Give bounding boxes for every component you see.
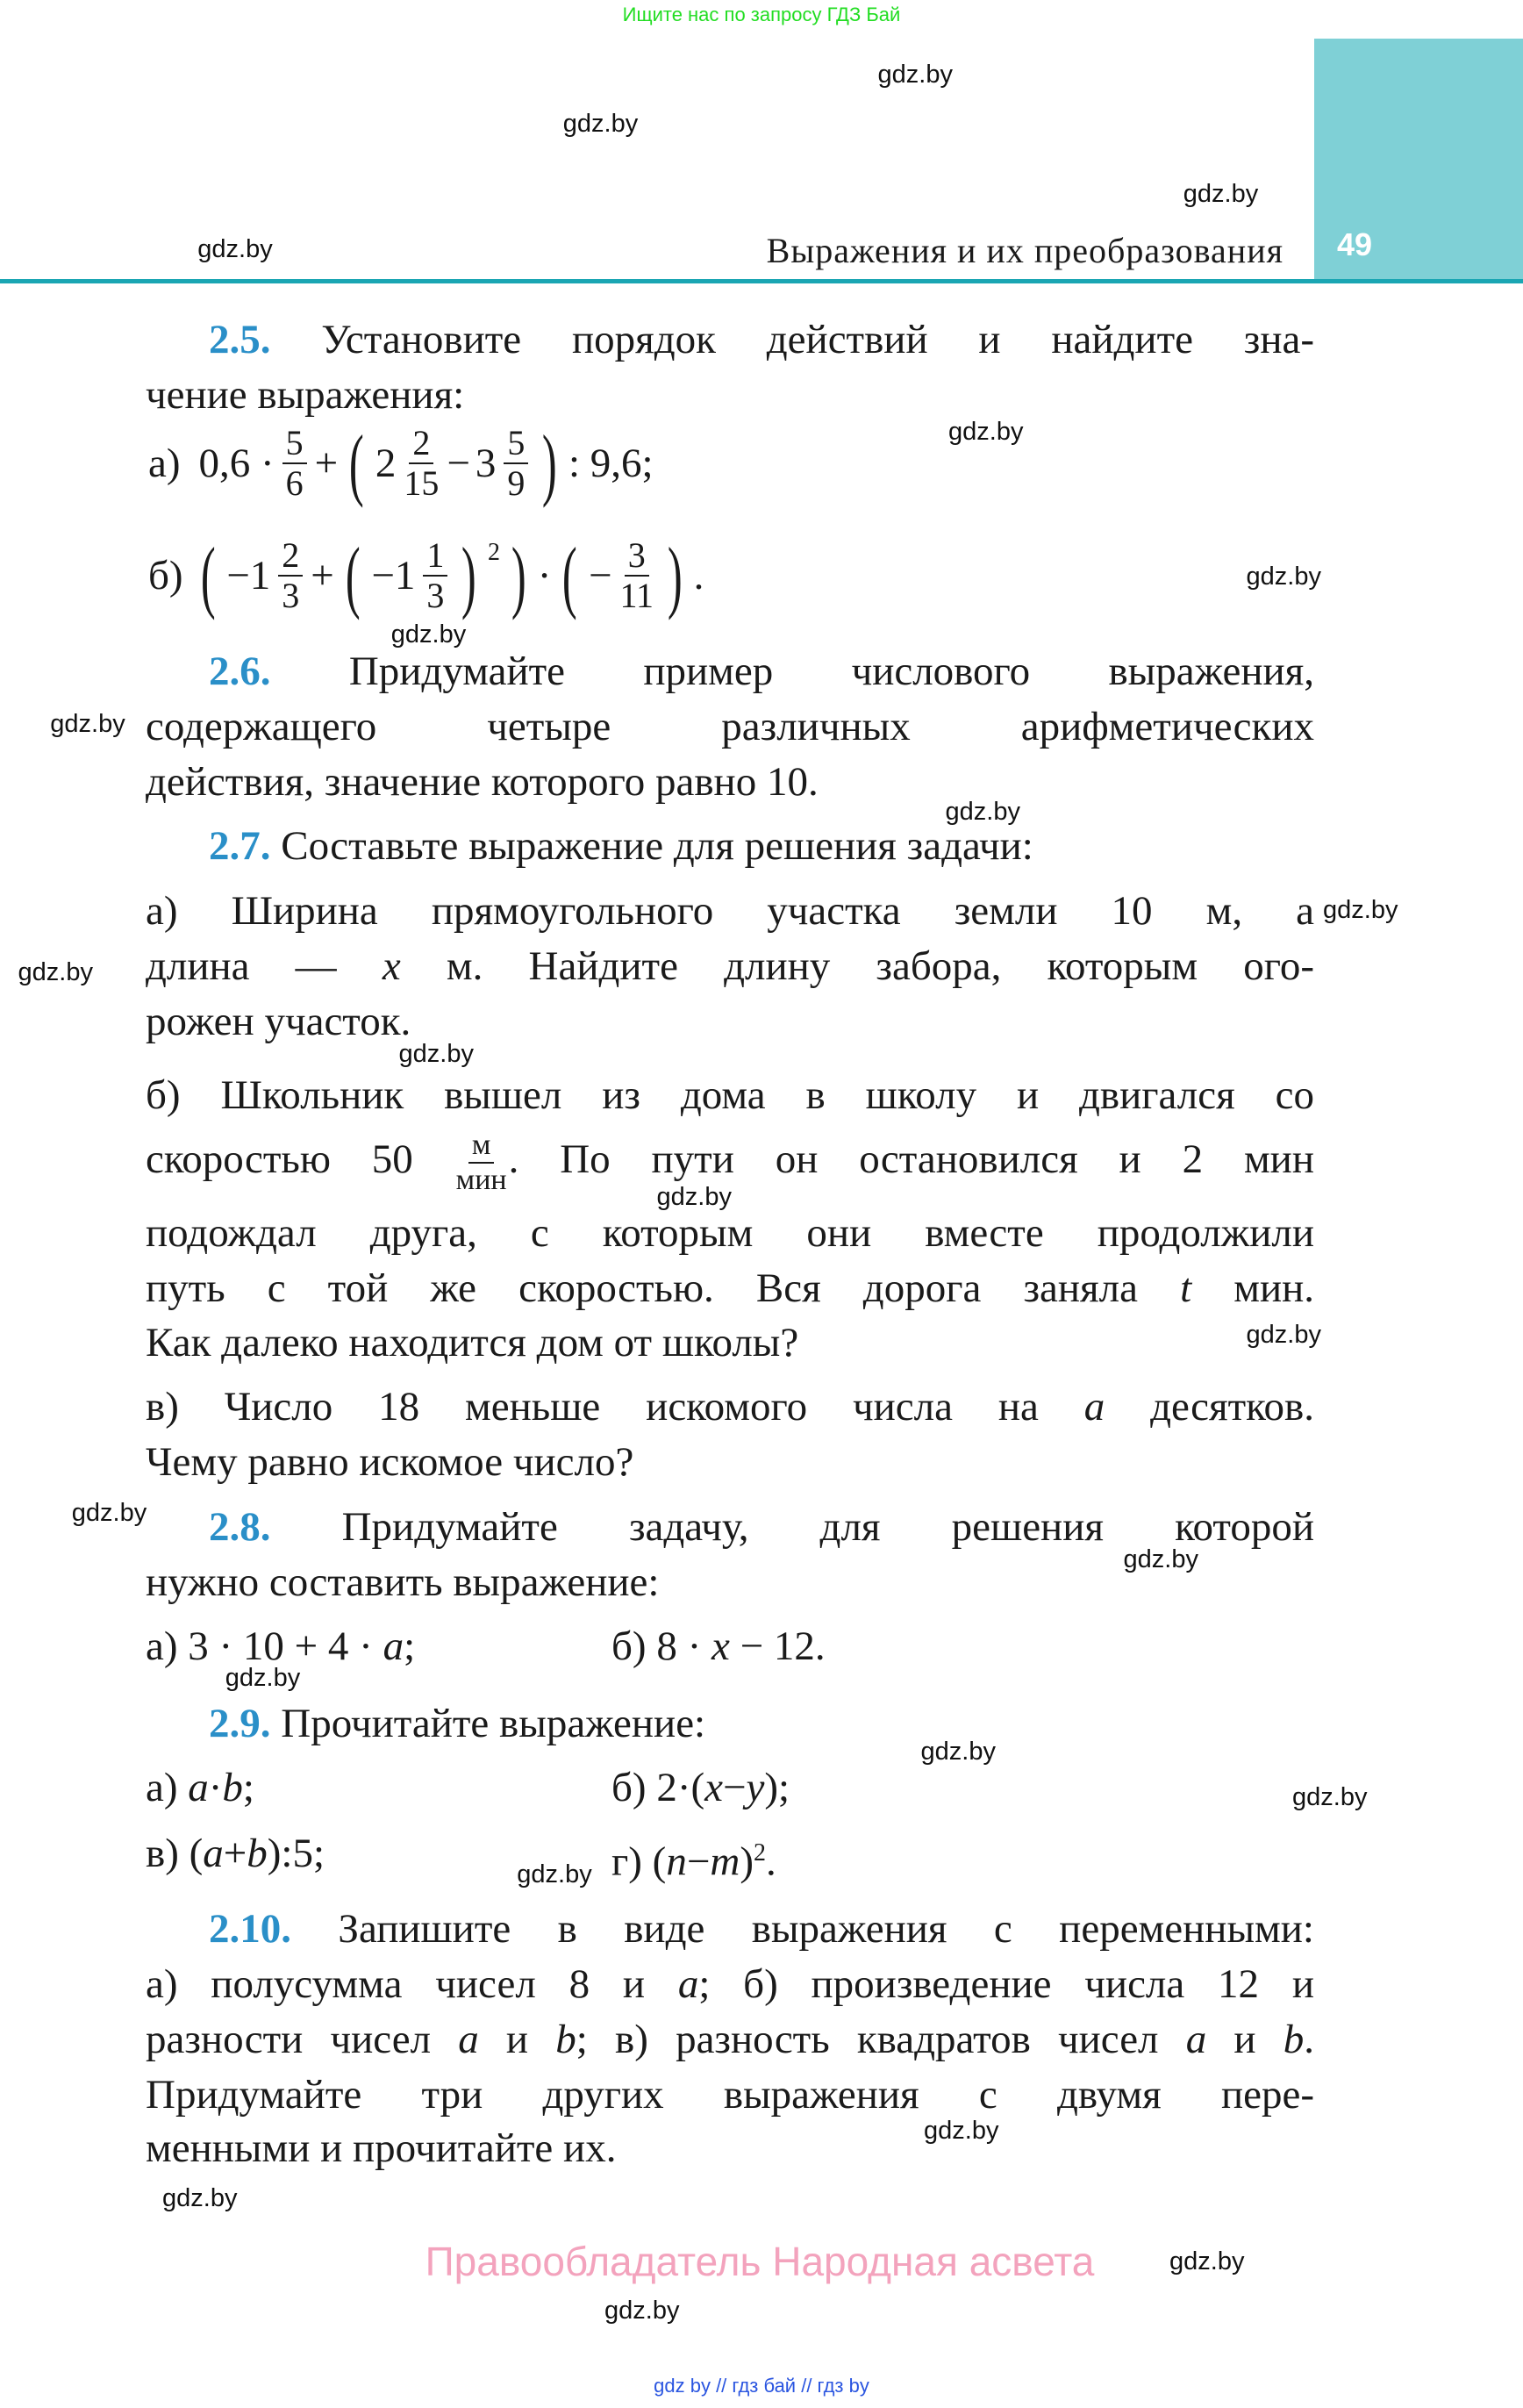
exercise-2-7-title: 2.7. Составьте выражение для решения задачи: bbox=[209, 823, 1033, 869]
variable: a bbox=[203, 1831, 224, 1876]
running-header: Выражения и их преобразования bbox=[766, 231, 1283, 270]
watermark: gdz.by bbox=[517, 1860, 592, 1888]
formula-a: а) 0,6 · $\frac{5}{6}$ + ( 2 $\frac{2}{15}$ − 3 $\frac{5}{9}$ ) : 9,6; bbox=[148, 419, 654, 508]
watermark: gdz.by bbox=[945, 797, 1020, 826]
variable: b bbox=[247, 1831, 268, 1876]
watermark: gdz.by bbox=[225, 1663, 301, 1692]
watermark: gdz.by bbox=[71, 1499, 147, 1528]
task-b-line: б) Школьник вышел из дома в школу и двигался со bbox=[146, 1072, 1314, 1118]
exercise-number: 2.6. bbox=[209, 649, 271, 694]
text: Придумайте задачу, для решения которой bbox=[270, 1504, 1314, 1550]
text: + bbox=[223, 1831, 247, 1876]
expression-a bbox=[146, 1618, 584, 1674]
watermark: gdz.by bbox=[1246, 1321, 1321, 1350]
text: ; bbox=[242, 1765, 254, 1810]
text: а) bbox=[146, 1765, 189, 1810]
watermark: gdz.by bbox=[1323, 895, 1398, 924]
text: ; б) произведение числа 12 и bbox=[698, 1961, 1314, 2007]
task-a-line bbox=[146, 883, 1314, 939]
watermark: gdz.by bbox=[1169, 2247, 1245, 2275]
task-b-line: скоростью 50 $\frac{м}{\text{мин}}$ . По пути он остановился и 2 мин bbox=[146, 1129, 1314, 1196]
text: и bbox=[478, 2017, 556, 2062]
text: ):5; bbox=[267, 1831, 325, 1876]
text: действия, значение которого равно 10. bbox=[146, 759, 819, 805]
watermark: gdz.by bbox=[398, 1040, 474, 1068]
exercise-number: 2.7. bbox=[209, 823, 271, 869]
variable: n bbox=[666, 1838, 687, 1885]
exercise-2-9-title: 2.9. Прочитайте выражение: bbox=[209, 1701, 706, 1746]
expression-b bbox=[611, 1759, 1050, 1816]
variable: a bbox=[1083, 1384, 1105, 1430]
header-rule bbox=[0, 279, 1523, 283]
exercise-2-6-line bbox=[146, 754, 1314, 810]
text: Придумайте пример числового выражения, bbox=[270, 649, 1314, 694]
text: а) полусумма чисел 8 и bbox=[146, 1961, 678, 2007]
text: а) Ширина прямоугольного участка земли 10 м, а bbox=[146, 888, 1314, 934]
watermark: gdz.by bbox=[1246, 562, 1321, 591]
page-number: 49 bbox=[1337, 226, 1373, 262]
text: в) ( bbox=[146, 1831, 204, 1876]
exercise-2-10-line bbox=[146, 2120, 1314, 2176]
watermark: gdz.by bbox=[50, 709, 125, 738]
exercise-number: 2.8. bbox=[209, 1504, 271, 1550]
text: Как далеко находится дом от школы? bbox=[146, 1320, 799, 1365]
watermark: gdz.by bbox=[1123, 1544, 1198, 1573]
watermark: gdz.by bbox=[877, 60, 953, 89]
variable: a bbox=[458, 2017, 479, 2062]
exercise-number: 2.5. bbox=[209, 317, 271, 362]
text: разности чисел bbox=[146, 2017, 459, 2062]
text: Придумайте три других выражения с двумя пере- bbox=[146, 2072, 1314, 2118]
text: − 12. bbox=[729, 1623, 826, 1669]
text: Запишите в виде выражения с переменными: bbox=[291, 1906, 1314, 1952]
watermark: gdz.by bbox=[18, 958, 93, 987]
speed-unit-fraction: $\frac{м}{\text{мин}}$ bbox=[455, 1129, 507, 1196]
expression-b bbox=[611, 1618, 1050, 1674]
bottom-links[interactable]: gdz by // гдз бай // гдз by bbox=[654, 2375, 869, 2397]
exercise-number: 2.9. bbox=[209, 1701, 271, 1746]
watermark: gdz.by bbox=[390, 620, 467, 649]
task-a-line bbox=[146, 938, 1314, 994]
task-b-line bbox=[146, 1205, 1314, 1261]
variable: a bbox=[188, 1765, 209, 1810]
text: путь с той же скоростью. Вся дорога заняла bbox=[146, 1265, 1181, 1311]
exercise-2-10-line bbox=[146, 2011, 1314, 2068]
text: десятков. bbox=[1105, 1384, 1314, 1430]
expression-d bbox=[611, 1825, 1050, 1885]
text: г) ( bbox=[611, 1838, 667, 1885]
variable: b bbox=[222, 1765, 243, 1810]
exercise-2-10-line bbox=[146, 1956, 1314, 2012]
text: в) Число 18 меньше искомого числа на bbox=[146, 1384, 1084, 1430]
text: а) 3 · 10 + 4 · bbox=[146, 1623, 383, 1669]
exercise-2-5-line: чение выражения: bbox=[146, 372, 465, 418]
variable: m bbox=[710, 1838, 740, 1885]
exponent: 2 bbox=[753, 1839, 766, 1867]
exercise-2-10-line bbox=[209, 1901, 1314, 1957]
task-c-line bbox=[146, 1379, 1314, 1435]
watermark: gdz.by bbox=[656, 1182, 732, 1211]
exercise-number: 2.10. bbox=[209, 1906, 291, 1952]
text: рожен участок. bbox=[146, 999, 411, 1044]
watermark: gdz.by bbox=[197, 235, 273, 263]
text: нужно составить выражение: bbox=[146, 1559, 660, 1605]
task-c-line bbox=[146, 1434, 1314, 1490]
variable: y bbox=[746, 1765, 765, 1810]
watermark: gdz.by bbox=[1292, 1783, 1368, 1811]
text: ; в) разность квадратов чисел bbox=[576, 2017, 1186, 2062]
text: ); bbox=[764, 1765, 790, 1810]
exercise-2-5-line bbox=[209, 312, 1314, 368]
text: подождал друга, с которым они вместе продолжили bbox=[146, 1210, 1314, 1256]
watermark: gdz.by bbox=[162, 2183, 238, 2212]
copyright-text: Правообладатель Народная асвета bbox=[425, 2239, 1095, 2284]
task-b-line bbox=[146, 1315, 1314, 1371]
exercise-2-10-line bbox=[146, 2067, 1314, 2123]
variable: a bbox=[1185, 2017, 1207, 2062]
top-note: Ищите нас по запросу ГДЗ Бай bbox=[622, 4, 901, 25]
watermark: gdz.by bbox=[562, 109, 639, 138]
text: ) bbox=[740, 1838, 754, 1885]
text: − bbox=[686, 1838, 711, 1885]
text: б) 2·( bbox=[611, 1765, 705, 1810]
text: . bbox=[1304, 2017, 1315, 2062]
text: Чему равно искомое число? bbox=[146, 1439, 634, 1485]
formula-b: б) ( −1 $\frac{2}{3}$ + ( −1 $\frac{1}{3}$ ) 2 ) · ( − $\frac{3}{11}$ ) . bbox=[148, 531, 704, 620]
variable: x bbox=[704, 1765, 723, 1810]
text: и bbox=[1206, 2017, 1283, 2062]
exercise-2-6-line bbox=[146, 699, 1314, 755]
text: м. Найдите длину забора, которым ого- bbox=[400, 943, 1314, 989]
text: длина — bbox=[146, 943, 383, 989]
expression-a bbox=[146, 1759, 584, 1816]
variable: t bbox=[1180, 1265, 1192, 1311]
text: . bbox=[765, 1838, 776, 1885]
watermark: gdz.by bbox=[604, 2296, 680, 2325]
text: б) 8 · bbox=[611, 1623, 711, 1669]
copyright-footer bbox=[0, 2238, 1523, 2285]
variable: x bbox=[382, 943, 401, 989]
text: − bbox=[723, 1765, 747, 1810]
variable: b bbox=[555, 2017, 576, 2062]
watermark: gdz.by bbox=[924, 2116, 999, 2145]
text: менными и прочитайте их. bbox=[146, 2125, 617, 2171]
watermark: gdz.by bbox=[948, 418, 1024, 447]
variable: x bbox=[711, 1623, 730, 1669]
text: Установите порядок действий и найдите зна- bbox=[270, 317, 1314, 362]
variable: b bbox=[1283, 2017, 1305, 2062]
watermark: gdz.by bbox=[920, 1737, 996, 1766]
variable: a bbox=[383, 1623, 404, 1669]
exercise-2-6-line bbox=[209, 643, 1314, 699]
text: содержащего четыре различных арифметических bbox=[146, 704, 1314, 749]
text: · bbox=[208, 1765, 223, 1810]
text: ; bbox=[404, 1623, 416, 1669]
task-b-line bbox=[146, 1260, 1314, 1316]
variable: a bbox=[677, 1961, 699, 2007]
watermark: gdz.by bbox=[1183, 180, 1259, 208]
task-a-line bbox=[146, 993, 1314, 1050]
text: мин. bbox=[1191, 1265, 1315, 1311]
